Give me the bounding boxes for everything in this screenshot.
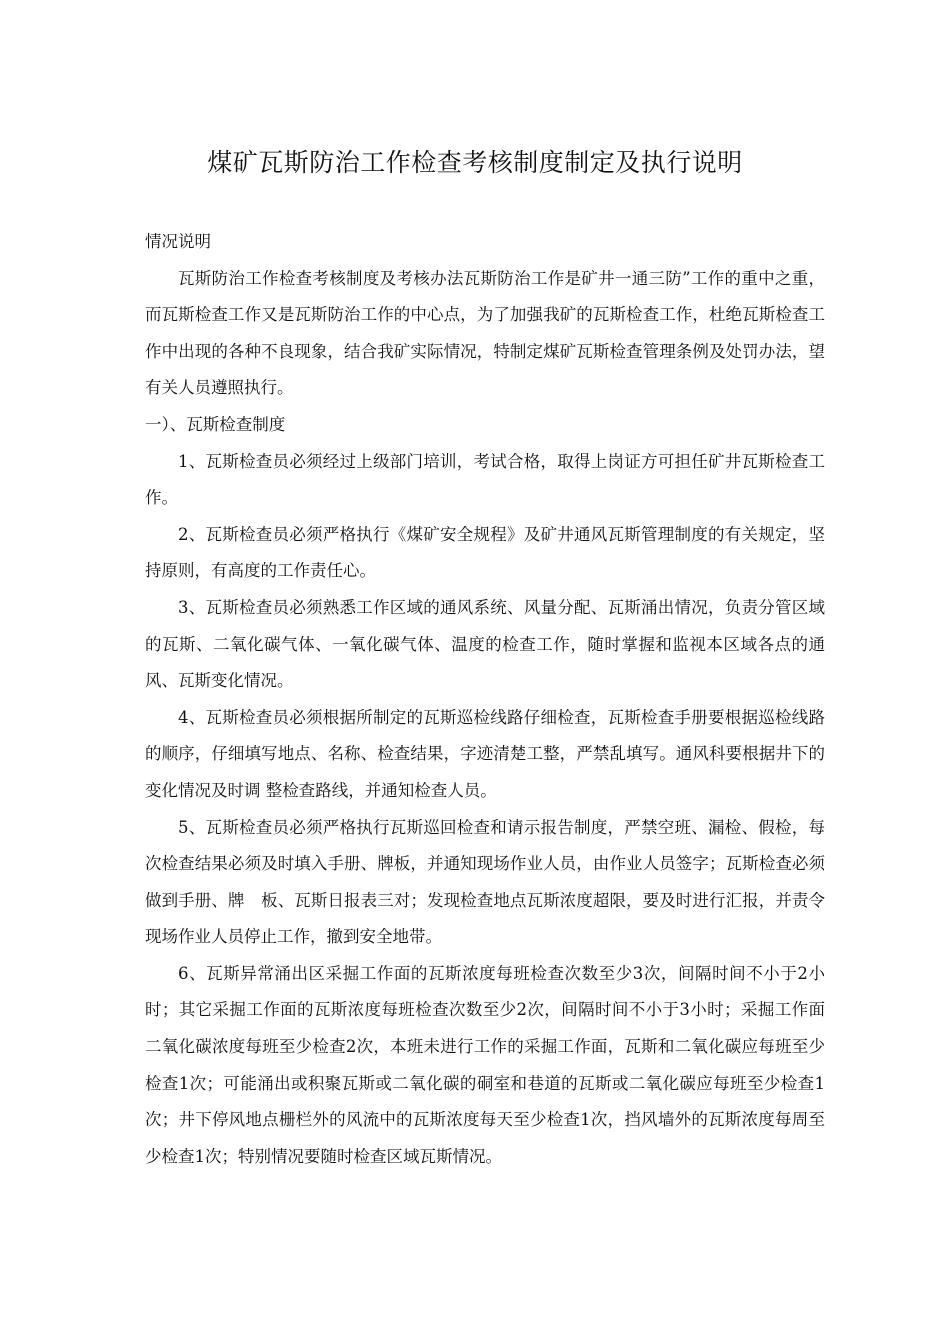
list-item: 5、瓦斯检查员必须严格执行瓦斯巡回检查和请示报告制度，严禁空班、漏检、假检，每次检查结果必须及时填入手册、牌板，并通知现场作业人员，由作业人员签字；瓦斯检查必须做到手册、牌 板、瓦斯日报表三对；发现检查地点瓦斯浓度超限，要及时进行汇报，并责令现场作业人员停止工作，撤到安全地带。 <box>145 817 825 947</box>
list-item: 2、瓦斯检查员必须严格执行《煤矿安全规程》及矿井通风瓦斯管理制度的有关规定，坚持原则，有高度的工作责任心。 <box>145 524 825 581</box>
section-heading-gas-inspection: 一）、瓦斯检查制度 <box>145 414 286 434</box>
intro-paragraph: 瓦斯防治工作检查考核制度及考核办法瓦斯防治工作是矿井一通三防”工作的重中之重，而瓦斯检查工作又是瓦斯防治工作的中心点，为了加强我矿的瓦斯检查工作，杜绝瓦斯检查工作中出现的各种不良现象，结合我矿实际情况，特制定煤矿瓦斯检查管理条例及处罚办法，望有关人员遵照执行。 <box>145 268 825 398</box>
list-item: 3、瓦斯检查员必须熟悉工作区域的通风系统、风量分配、瓦斯涌出情况，负责分管区域的瓦斯、二氧化碳气体、一氧化碳气体、温度的检查工作，随时掌握和监视本区域各点的通风、瓦斯变化情况。 <box>145 597 825 691</box>
list-item: 6、瓦斯异常涌出区采掘工作面的瓦斯浓度每班检查次数至少3次，间隔时间不小于2小时；其它采掘工作面的瓦斯浓度每班检查次数至少2次，间隔时间不小于3小时；采掘工作面二氧化碳浓度每班至少检查2次，本班未进行工作的采掘工作面，瓦斯和二氧化碳应每班至少检查1次；可能涌出或积聚瓦斯或二氧化碳的硐室和巷道的瓦斯或二氧化碳应每班至少检查1次；井下停风地点栅栏外的风流中的瓦斯浓度每天至少检查1次，挡风墙外的瓦斯浓度每周至少检查1次；特别情况要随时检查区域瓦斯情况。 <box>145 963 825 1166</box>
list-item: 1、瓦斯检查员必须经过上级部门培训，考试合格，取得上岗证方可担任矿井瓦斯检查工作。 <box>145 451 825 508</box>
document-body <box>145 224 825 1175</box>
list-item: 4、瓦斯检查员必须根据所制定的瓦斯巡检线路仔细检查，瓦斯检查手册要根据巡检线路的顺序，仔细填写地点、名称、检查结果，字迹清楚工整，严禁乱填写。通风科要根据井下的变化情况及时调 整检查路线，并通知检查人员。 <box>145 707 825 800</box>
page-title: 煤矿瓦斯防治工作检查考核制度制定及执行说明 <box>207 148 743 177</box>
section-label: 情况说明 <box>145 232 211 251</box>
